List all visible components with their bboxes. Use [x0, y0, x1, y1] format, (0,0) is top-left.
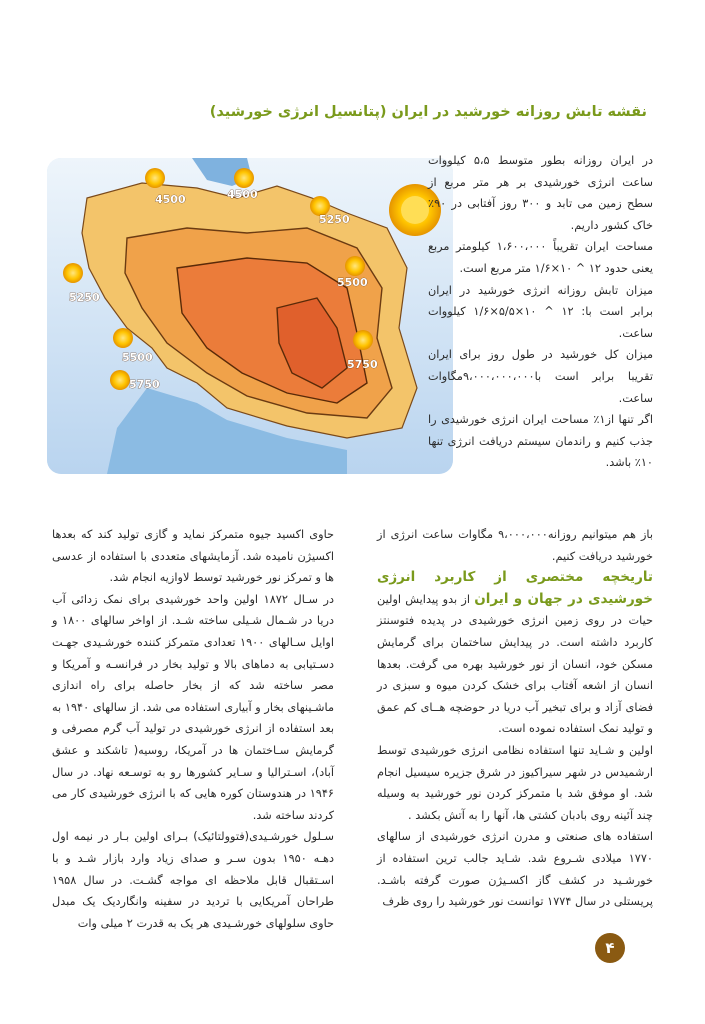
left-column	[52, 524, 334, 934]
map-label: 5250	[69, 291, 100, 304]
map-label: 5500	[337, 276, 368, 289]
iran-map-figure	[47, 158, 453, 474]
sun-icon	[345, 256, 365, 276]
right-column	[377, 524, 653, 913]
solar-radiation-map	[47, 158, 453, 474]
paragraph: اولین و شـاید تنها استفاده نظامی انرژی خورشیدی توسط ارشمیدس در شهر سیراکیوز در شرق جزیره سیسیل انجام شد. او موفق شد با متمرکز کردن نور خورشید به وسیله چند آئینه روی بادبان کشتی ها، آنها را به آتش بکشد .	[377, 743, 653, 822]
map-label: 5750	[129, 378, 160, 391]
map-label: 5750	[347, 358, 378, 371]
sun-icon	[113, 328, 133, 348]
sun-icon	[110, 370, 130, 390]
paragraph: باز هم میتوانیم روزانه۹،۰۰۰،۰۰۰ مگاوات ساعت انرژی از خورشید دریافت کنیم.	[377, 528, 653, 563]
paragraph: میزان تابش روزانه انرژی خورشید در ایران برابر است با: ۱۲ ^ ۱۰×۵/۵×۱/۶ کیلووات ساعت.	[428, 283, 653, 340]
map-label: 4500	[155, 193, 186, 206]
intro-text-block	[428, 150, 653, 474]
map-label: 5250	[319, 213, 350, 226]
paragraph-text: از بدو پیدایش اولین حیات در روی زمین انرژی خورشیدی در پدیده فتوسنتز کاربرد داشته است. در پیدایش ساختمان برای گرمایش مسکن خود، انسان از نور خورشید بهره می گرفت. بعدها انسان از اشعه آفتاب برای خشک کردن میوه و سبزی در فضای آزاد و برای تبخیر آب دریا در حوضچه هــای کم عمق و تولید نمک استفاده نموده است.	[377, 592, 653, 736]
paragraph: در ایران روزانه بطور متوسط ۵،۵ کیلووات ساعت انرژی خورشیدی بر هر متر مربع از سطح زمین می تابد و ۳۰۰ روز آفتابی در ۹۰٪ خاک کشور داریم.	[428, 154, 653, 232]
sun-icon	[145, 168, 165, 188]
page-title: نقشه تابش روزانه خورشید در ایران (پتانسیل انرژی خورشید)	[209, 104, 647, 120]
paragraph: اگر تنها از۱٪ مساحت ایران انرژی خورشیدی را جذب کنیم و راندمان سیستم دریافت انرژی تنها ۱۰٪ باشد.	[428, 413, 653, 470]
paragraph: سـلول خورشـیدی(فتوولتائیک) بـرای اولین بـار در نیمه اول دهـه ۱۹۵۰ بدون سـر و صدای زیاد وارد بازار شـد و با اسـتقبال قابل ملاحظه ای مواجه گشـت. در سال ۱۹۵۸ طراحان آمریکایی با تردید در سفینه وانگاردیک یک مبدل حاوی سلولهای خورشـیدی هر یک به قدرت ۲ میلی وات	[52, 830, 334, 930]
sun-icon	[353, 330, 373, 350]
paragraph: حاوی اکسید جیوه متمرکز نماید و گازی تولید کند که بعدها اکسیژن نامیده شد. آزمایشهای متعددی با استفاده از عدسی ها و تمرکز نور خورشید توسط لاوازیه انجام شد.	[52, 528, 334, 585]
map-label: 4500	[227, 188, 258, 201]
section-heading: تاریخچه مختصری از کاربرد انرژی خورشیدی در جهان و ایران	[377, 569, 653, 607]
paragraph: مساحت ایران تقریباً ۱،۶۰۰،۰۰۰ کیلومتر مربع یعنی حدود ۱۲ ^ ۱۰×۱/۶ متر مربع است.	[428, 240, 653, 275]
paragraph: میزان کل خورشید در طول روز برای ایران تقریبا برابر است با۹،۰۰۰،۰۰۰،۰۰۰مگاوات ساعت.	[428, 348, 653, 405]
sun-icon	[234, 168, 254, 188]
history-paragraph	[377, 567, 653, 740]
paragraph: استفاده های صنعتی و مدرن انرژی خورشیدی از سالهای ۱۷۷۰ میلادی شـروع شد. شـاید جالب ترین استفاده از خورشـید در کشف گاز اکسـیژن صورت گرفته باشـد. پریستلی در سال ۱۷۷۴ توانست نور خورشید را روی ظرف	[377, 830, 653, 909]
page-number: ۴	[595, 933, 625, 963]
sun-icon	[63, 263, 83, 283]
map-label: 5500	[122, 351, 153, 364]
paragraph: در سـال ۱۸۷۲ اولین واحد خورشیدی برای نمک زدائی آب دریا در شـمال شـیلی ساخته شـد. از اواخر سالهای ۱۸۰۰ و اوایل سـالهای ۱۹۰۰ تعدادی متمرکز کننده خورشـیدی جهـت دسـتیابی به دماهای بالا و تولید بخار در فرانسـه و آمریکا و مصر ساخته شد که از بخار حاصله برای راه اندازی ماشـینهای بخار و آبیاری استفاده می شد. از سالهای ۱۹۴۰ به بعد استفاده از انرژی خورشیدی در تولید آب گرم مصرفی و گرمایش سـاختمان ها در آمریکا، روسیه( تاشکند و عشق آباد)، اسـترالیا و سـایر کشورها رو به توسـعه نهاد. در سال ۱۹۴۶ در هندوستان کوره هایی که با انرژی خورشیدی کار می کردند ساخته شد.	[52, 592, 334, 822]
